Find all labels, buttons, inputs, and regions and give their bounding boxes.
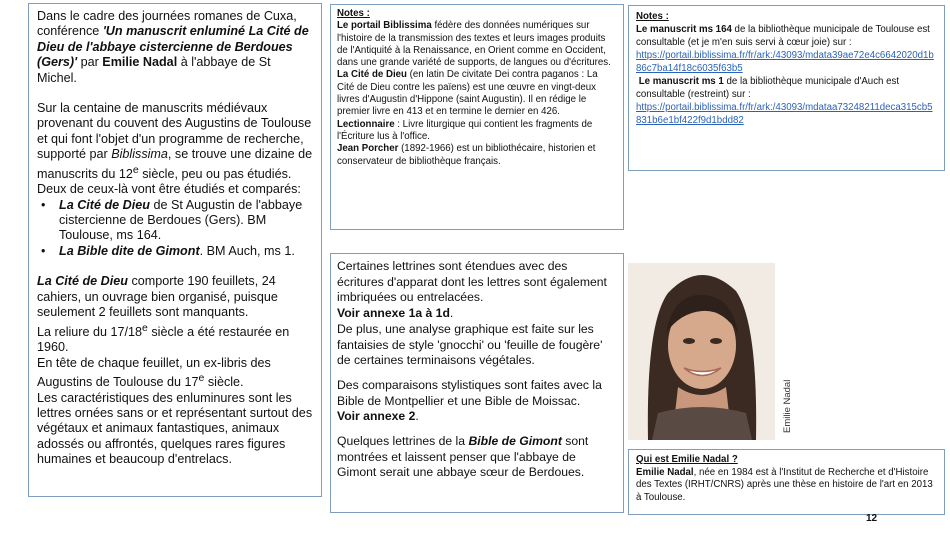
note-lectionnaire: Lectionnaire : Livre liturgique qui contient les fragments de l'Écriture lus à l'office.	[337, 118, 593, 142]
note-ms164: Le manuscrit ms 164 de la bibliothèque municipale de Toulouse est consultable (et je m'en suis servi à cœur joie) sur :	[636, 24, 930, 48]
notes-title: Notes :	[337, 8, 370, 19]
analysis-box	[330, 253, 624, 513]
notes-title: Notes :	[636, 11, 669, 22]
notes-box-right	[628, 5, 945, 171]
notes-box-middle	[330, 4, 624, 230]
portrait-photo	[628, 263, 775, 440]
note-porcher: Jean Porcher (1892-1966) est un bibliothécaire, historien et conservateur de bibliothèque français.	[337, 143, 596, 167]
annex-1-ref: Voir annexe 1a à 1d.	[337, 306, 454, 321]
bullet-icon: •	[41, 243, 46, 258]
description-paragraph: La Cité de Dieu comporte 190 feuillets, 24 cahiers, un ouvrage bien organisé, puisque seulement 2 feuillets sont manquants.	[37, 274, 278, 320]
comparison-paragraph: Des comparaisons stylistiques sont faites avec la Bible de Montpellier et une Bible de Moissac.	[337, 377, 602, 408]
gimont-paragraph: Quelques lettrines de la Bible de Gimont sont montrées et laissent penser que l'abbaye de Gimont serait une abbaye sœur de Berdoues.	[337, 434, 589, 480]
note-cite-de-dieu: La Cité de Dieu (en latin De civitate Dei contra paganos : La Cité de Dieu contre les païens) est une œuvre en vingt-deux livres d'Augustin d'Hippone (saint Augustin). Il en rédige le premier livre en 413 et en termine le dernier en 426.	[337, 69, 598, 118]
note-ms1: Le manuscrit ms 1 de la bibliothèque municipale d'Auch est consultable (restreint) sur :	[636, 76, 900, 100]
binding-paragraph: La reliure du 17/18e siècle a été restaurée en 1960.	[37, 321, 290, 355]
exlibris-paragraph: En tête de chaque feuillet, un ex-libris des Augustins de Toulouse du 17e siècle.	[37, 355, 271, 390]
bio-text: Emilie Nadal, née en 1984 est à l'Institut de Recherche et d'Histoire des Textes (IRHT/CNRS) après une thèse en histoire de l'art en 2013 à Toulouse.	[636, 466, 933, 503]
note-biblissima: Le portail Biblissima fédère des données numériques sur l'histoire de la transmission des textes et leurs images produits de l'Antiquité à la Renaissance, en Orient comme en Occident, dans une grande variété de supports, de langues ou d'écritures.	[337, 20, 611, 69]
lettrines-paragraph: Certaines lettrines sont étendues avec des écritures d'apparat dont les lettres sont également imbriquées ou entrelacées.	[337, 259, 607, 305]
speaker-name: Emilie Nadal	[102, 55, 178, 70]
conference-title: 'Un manuscrit enluminé La Cité de Dieu de l'abbaye cistercienne de Berdoues (Gers)'	[37, 24, 309, 70]
intro-paragraph: Dans le cadre des journées romanes de Cuxa, conférence 'Un manuscrit enluminé La Cité de Dieu de l'abbaye cistercienne de Berdoues (Gers)' par Emilie Nadal à l'abbaye de St Michel.	[37, 9, 309, 85]
graphic-analysis-paragraph: De plus, une analyse graphique est faite sur les fantaisies de style 'gnocchi' ou 'feuille de fougère' de certaines terminaisons végétales.	[337, 321, 603, 368]
annex-2-ref: Voir annexe 2.	[337, 409, 419, 424]
context-paragraph: Sur la centaine de manuscrits médiévaux provenant du couvent des Augustins de Toulouse et qui font l'objet d'un programme de recherche, supporté par Biblissima, se trouve une dizaine de manuscrits du 12e siècle, peu ou pas étudiés.	[37, 101, 313, 181]
portrait-illustration	[628, 263, 775, 440]
bio-title: Qui est Emilie Nadal ?	[636, 454, 738, 465]
bio-box	[628, 449, 945, 515]
ms1-link[interactable]: https://portail.biblissima.fr/fr/ark:/43093/mdataa73248211deca315cb5831b6e1bf422f9d1bdd82	[636, 102, 933, 126]
photo-caption: Emilie Nadal	[782, 379, 793, 433]
main-text-box	[28, 3, 322, 497]
illumination-paragraph: Les caractéristiques des enluminures sont les lettres ornées sans or et représentant surtout des végétaux et animaux fantastiques, animaux adossés ou affrontés, quelques rares figures humaines et beaucoup d'entrelacs.	[37, 390, 313, 467]
list-item: • La Bible dite de Gimont. BM Auch, ms 1.	[37, 244, 313, 259]
bullet-icon: •	[41, 197, 46, 212]
ms164-link[interactable]: https://portail.biblissima.fr/fr/ark:/43093/mdata39ae72e4c6642020d1b86c7ba14f18c6035f63b5	[636, 50, 934, 74]
page-number: 12	[866, 513, 878, 524]
list-item: • La Cité de Dieu de St Augustin de l'abbaye cistercienne de Berdoues (Gers). BM Toulouse, ms 164.	[37, 198, 313, 244]
compare-paragraph: Deux de ceux-là vont être étudiés et comparés:	[37, 182, 301, 197]
